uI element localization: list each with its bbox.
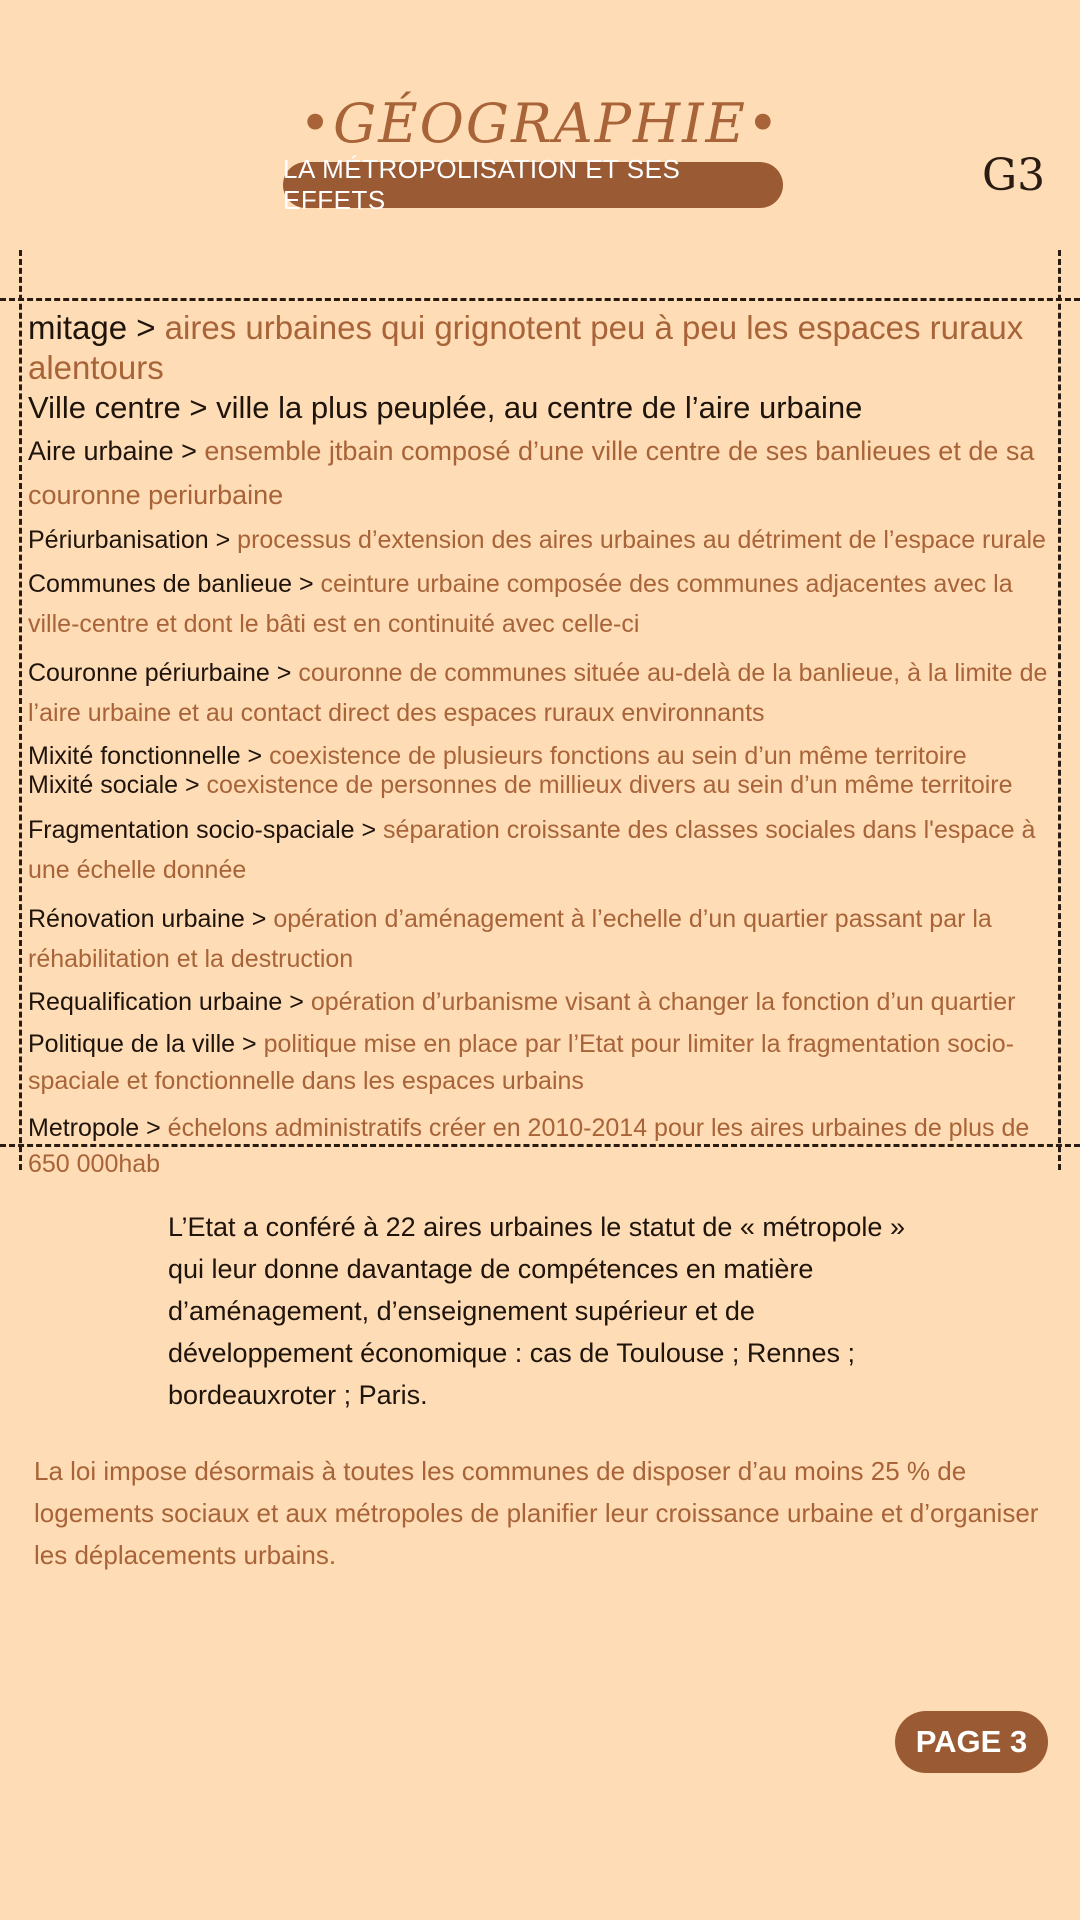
definition-term: mitage > <box>28 309 156 346</box>
page-title: •GÉOGRAPHIE• <box>299 92 781 155</box>
definition-text: coexistence de plusieurs fonctions au sein d’un même territoire <box>262 742 967 770</box>
chapter-pill: LA MÉTROPOLISATION ET SES EFFETS <box>283 162 783 208</box>
definition-text: ceinture urbaine composée des communes adjacentes avec la ville-centre et dont le bâti est en continuité avec celle-ci <box>28 570 1013 638</box>
definition-text: ensemble jtbain composé d’une ville centre de ses banlieues et de sa couronne periurbaine <box>28 436 1035 510</box>
definition-term: Mixité fonctionnelle > <box>28 742 263 770</box>
definition-term: Ville centre > <box>28 390 208 426</box>
definition-item <box>28 771 1052 800</box>
definition-term: Politique de la ville > <box>28 1029 257 1058</box>
definition-item <box>28 653 1052 733</box>
definitions-list <box>28 308 1052 1182</box>
page-number-button[interactable]: PAGE 3 <box>895 1711 1048 1773</box>
definition-item <box>28 564 1052 644</box>
definition-item <box>28 430 1052 516</box>
definition-item <box>28 810 1052 890</box>
definition-item <box>28 742 1052 771</box>
metropole-paragraph: L’Etat a conféré à 22 aires urbaines le statut de « métropole » qui leur donne davantage de compétences en matière d’aménagement, d’enseignement supérieur et de développement économique : cas de Toulouse ; Rennes ; bordeauxroter ; Paris. <box>168 1212 905 1410</box>
definition-term: Communes de banlieue > <box>28 570 314 598</box>
definition-term: Metropole > <box>28 1113 161 1142</box>
definition-term: Mixité sociale > <box>28 771 200 800</box>
definition-item <box>28 526 1052 555</box>
definition-term: Périurbanisation > <box>28 525 231 554</box>
definition-term: Fragmentation socio-spaciale > <box>28 815 377 844</box>
frame-top-line <box>0 298 1080 301</box>
definition-item <box>28 899 1052 979</box>
frame-left-line <box>19 250 22 1170</box>
definition-item <box>28 988 1052 1017</box>
definition-text: coexistence de personnes de millieux divers au sein d’un même territoire <box>199 771 1013 800</box>
definition-text: échelons administratifs créer en 2010-2014 pour les aires urbaines de plus de 650 000hab <box>28 1113 1030 1178</box>
definition-term: Requalification urbaine > <box>28 987 304 1016</box>
definition-text: opération d’aménagement à l’echelle d’un quartier passant par la réhabilitation et la destruction <box>28 904 992 973</box>
law-paragraph: La loi impose désormais à toutes les communes de disposer d’au moins 25 % de logements sociaux et aux métropoles de planifier leur croissance urbaine et d’organiser les déplacements urbains. <box>34 1456 1039 1570</box>
definition-item <box>28 308 1052 387</box>
definition-text: opération d’urbanisme visant à changer la fonction d’un quartier <box>303 987 1016 1016</box>
definition-item <box>28 389 1052 426</box>
definition-term: Aire urbaine > <box>28 436 197 467</box>
definition-item <box>28 1026 1052 1101</box>
definition-term: Couronne périurbaine > <box>28 659 292 687</box>
definition-text: processus d’extension des aires urbaines au détriment de l’espace rurale <box>230 525 1046 554</box>
definition-term: Rénovation urbaine > <box>28 904 267 933</box>
frame-right-line <box>1058 250 1061 1170</box>
definition-text: politique mise en place par l’Etat pour limiter la fragmentation socio-spaciale et fonctionnelle dans les espaces urbains <box>28 1029 1014 1096</box>
definition-text: ville la plus peuplée, au centre de l’aire urbaine <box>207 390 863 426</box>
chapter-code: G3 <box>982 150 1046 201</box>
definition-text: aires urbaines qui grignotent peu à peu les espaces ruraux alentours <box>28 309 1024 386</box>
definition-text: couronne de communes située au-delà de la banlieue, à la limite de l’aire urbaine et au contact direct des espaces ruraux environnants <box>28 659 1048 727</box>
definition-item <box>28 1110 1052 1183</box>
definition-text: séparation croissante des classes sociales dans l'espace à une échelle donnée <box>28 815 1036 884</box>
